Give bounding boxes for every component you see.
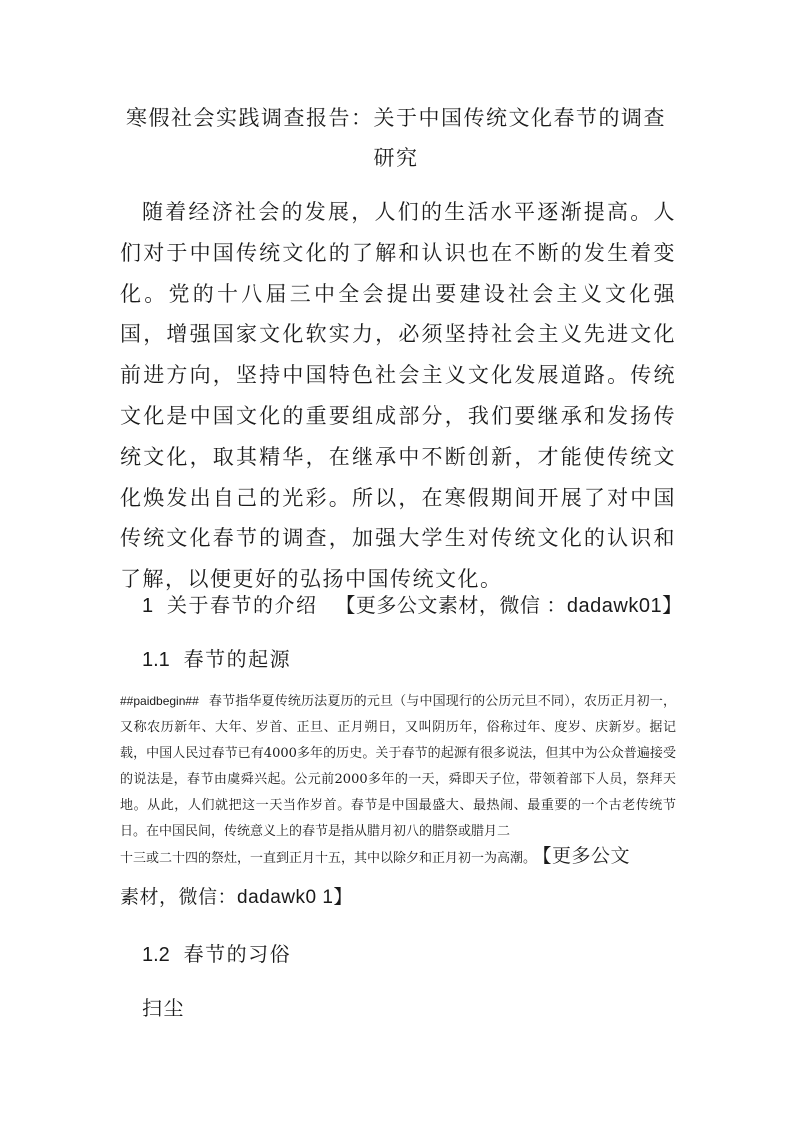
- section-number: 1.2: [142, 944, 170, 966]
- promo-note: 【更多公文素材，微信 ：dadawk01】: [335, 595, 683, 617]
- section-number: 1.1: [142, 649, 170, 671]
- origin-tail-text: 十三或二十四的祭灶，一直到正月十五，其中以除夕和正月初一为高潮。: [120, 851, 537, 866]
- intro-paragraph: 随着经济社会的发展，人们的生活水平逐渐提高。人们对于中国传统文化的了解和认识也在不断的发生着变化。党的十八届三中全会提出要建设社会主义文化强国，增强国家文化软实力，必须坚持社会主义先进文化前进方向，坚持中国特色社会主义文化发展道路。传统文化是中国文化的重要组成部分，我们要继承和发扬传统文化，取其精华，在继承中不断创新，才能使传统文化焕发出自己的光彩。所以，在寒假期间开展了对中国传统文化春节的调查，加强大学生对传统文化的认识和了解，以便更好的弘扬中国传统文化。: [120, 200, 676, 592]
- document-title: 寒假社会实践调查报告：关于中国传统文化春节的调查研究: [126, 106, 666, 170]
- section-title: 春节的起源: [183, 647, 292, 671]
- section-title: 关于春节的介绍: [166, 593, 318, 617]
- paid-marker: ##paidbegin##: [120, 694, 199, 708]
- section-title: 春节的习俗: [183, 942, 292, 966]
- subsection-sweep: 扫尘: [142, 996, 185, 1020]
- promo-note-continued: 素材，微信：dadawk0 1】: [120, 887, 353, 908]
- promo-note-inline: 【更多公文: [542, 846, 631, 867]
- section-number: 1: [142, 595, 154, 617]
- section-heading-1-2: [142, 938, 291, 967]
- origin-paragraph: [120, 688, 676, 845]
- origin-tail-line: [120, 843, 680, 873]
- origin-text: 春节指华夏传统历法夏历的元旦（与中国现行的公历元旦不同），农历正月初一，又称农历新年、大年、岁首、正旦、正月朔日，又叫阴历年，俗称过年、度岁、庆新岁。据记载，中国人民过春节已有4000多年的历史。关于春节的起源有很多说法，但其中为公众普遍接受的说法是，春节由虞舜兴起。公元前2000多年的一天，舜即天子位，带领着部下人员，祭拜天地。从此，人们就把这一天当作岁首。春节是中国最盛大、最热闹、最重要的一个古老传统节日。在中国民间，传统意义上的春节是指从腊月初八的腊祭或腊月二: [120, 694, 676, 839]
- section-heading-1-1: [142, 643, 291, 672]
- section-heading-1: [142, 589, 683, 618]
